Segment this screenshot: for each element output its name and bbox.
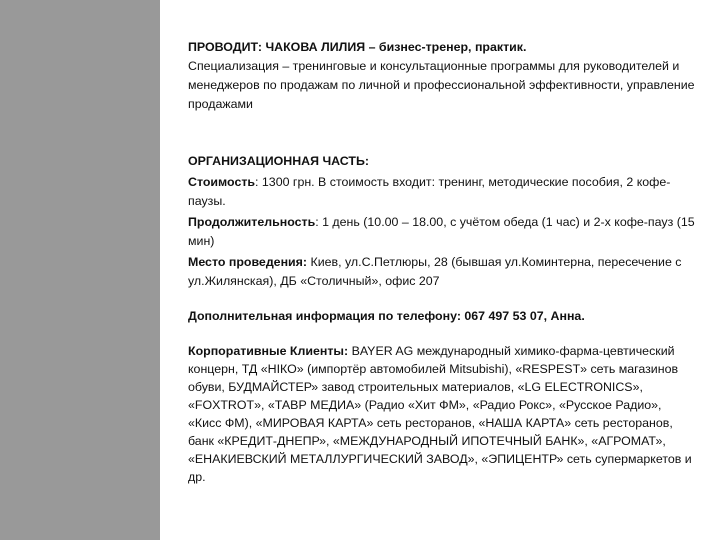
clients-label: Корпоративные Клиенты:	[188, 344, 349, 358]
venue-paragraph	[188, 253, 698, 291]
venue-label: Место проведения:	[188, 255, 308, 269]
specialization-text: Специализация – тренинговые и консультационные программы для руководителей и менеджеров по продажам по личной и профессиональной эффективности, управление продажами	[188, 59, 695, 111]
cost-label: Стоимость	[188, 175, 256, 189]
document-body	[188, 38, 698, 486]
duration-label: Продолжительность	[188, 215, 316, 229]
organization-title: ОРГАНИЗАЦИОННАЯ ЧАСТЬ:	[188, 154, 370, 168]
contact-info: Дополнительная информация по телефону: 067 497 53 07, Анна.	[188, 309, 585, 323]
left-sidebar-panel	[0, 0, 160, 540]
trainer-line: ПРОВОДИТ: ЧАКОВА ЛИЛИЯ – бизнес-тренер, практик.	[188, 40, 527, 54]
duration-paragraph	[188, 213, 698, 251]
clients-paragraph	[188, 342, 698, 486]
cost-text: : 1300 грн. В стоимость входит: тренинг, методические пособия, 2 кофе-паузы.	[188, 175, 671, 208]
duration-text: : 1 день (10.00 – 18.00, с учётом обеда (1 час) и 2-х кофе-пауз (15 мин)	[188, 215, 695, 248]
venue-text: Киев, ул.С.Петлюры, 28 (бывшая ул.Коминтерна, пересечение с ул.Жилянская), ДБ «Столичный», офис 207	[188, 255, 682, 288]
cost-paragraph	[188, 173, 698, 211]
clients-text: BAYER AG международный химико-фарма-цевтический концерн, ТД «НІКО» (импортёр автомобилей Mitsubishi), «RESPEST» сеть магазинов обуви, БУДМАЙСТЕР» завод строительных материалов, «LG ELECTRONICS», «FOXTROT», «ТАВР МЕДИА» (Радио «Хит ФМ», «Радио Рокс», «Русское Радио», «Кисс ФМ), «МИРОВАЯ КАРТА» сеть ресторанов, «НАША КАРТА» сеть ресторанов, банк «КРЕДИТ-ДНЕПР», «МЕЖДУНАРОДНЫЙ ИПОТЕЧНЫЙ БАНК», «АГРОМАТ», «ЕНАКИЕВСКИЙ МЕТАЛЛУРГИЧЕСКИЙ ЗАВОД», «ЭПИЦЕНТР» сеть супермаркетов и др.	[188, 344, 692, 484]
